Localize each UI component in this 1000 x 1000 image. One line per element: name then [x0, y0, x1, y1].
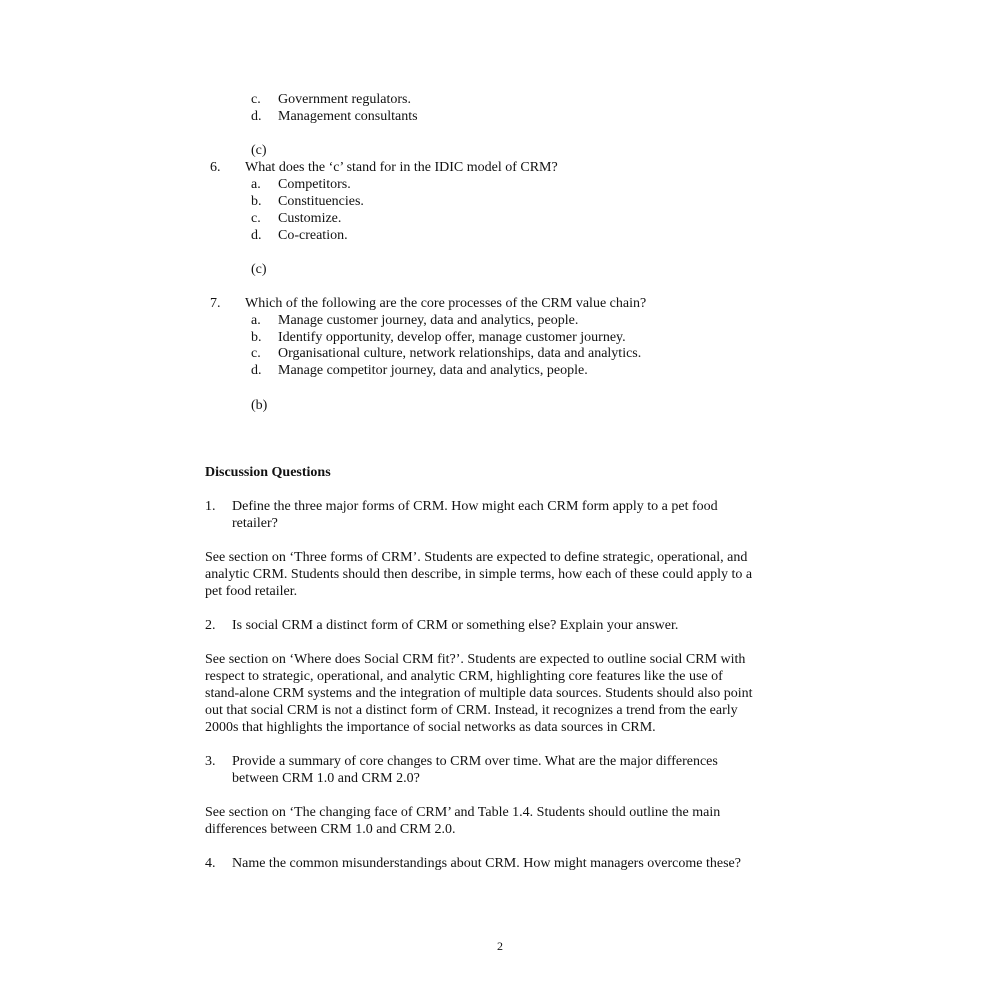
answer-paragraph-line: See section on ‘Three forms of CRM’. Students are expected to define strategic, operational, and	[205, 550, 748, 565]
option-letter: d.	[251, 363, 262, 378]
answer-key: (c)	[251, 143, 267, 158]
option-letter: c.	[251, 211, 261, 226]
option-text: Competitors.	[278, 177, 351, 192]
answer-paragraph-line: differences between CRM 1.0 and CRM 2.0.	[205, 822, 456, 837]
page-number: 2	[497, 939, 503, 953]
question-number: 6.	[210, 160, 221, 175]
answer-paragraph-line: pet food retailer.	[205, 584, 298, 599]
question-number: 4.	[205, 856, 216, 871]
option-text: Organisational culture, network relationships, data and analytics.	[278, 346, 642, 361]
option-text: Manage customer journey, data and analytics, people.	[278, 313, 579, 328]
question-number: 2.	[205, 618, 216, 633]
question-text: Provide a summary of core changes to CRM over time. What are the major differences	[232, 754, 718, 769]
question-text: retailer?	[232, 516, 278, 531]
option-text: Management consultants	[278, 109, 418, 124]
question-text: What does the ‘c’ stand for in the IDIC model of CRM?	[245, 160, 558, 175]
question-number: 7.	[210, 296, 221, 311]
question-text: Which of the following are the core processes of the CRM value chain?	[245, 296, 647, 311]
question-number: 3.	[205, 754, 216, 769]
answer-paragraph-line: stand-alone CRM systems and the integration of multiple data sources. Students should also point	[205, 686, 753, 701]
option-text: Constituencies.	[278, 194, 364, 209]
answer-paragraph-line: analytic CRM. Students should then describe, in simple terms, how each of these could apply to a	[205, 567, 753, 582]
answer-paragraph-line: See section on ‘The changing face of CRM’ and Table 1.4. Students should outline the main	[205, 805, 721, 820]
answer-paragraph-line: See section on ‘Where does Social CRM fit?’. Students are expected to outline social CRM with	[205, 652, 746, 667]
option-letter: a.	[251, 313, 261, 328]
option-text: Manage competitor journey, data and analytics, people.	[278, 363, 588, 378]
option-letter: b.	[251, 330, 262, 345]
option-letter: d.	[251, 228, 262, 243]
option-letter: c.	[251, 346, 261, 361]
section-heading: Discussion Questions	[205, 465, 331, 480]
answer-paragraph-line: respect to strategic, operational, and analytic CRM, highlighting core features like the use of	[205, 669, 723, 684]
question-text: Is social CRM a distinct form of CRM or something else? Explain your answer.	[232, 618, 679, 633]
option-text: Identify opportunity, develop offer, manage customer journey.	[278, 330, 626, 345]
answer-paragraph-line: 2000s that highlights the importance of social networks as data sources in CRM.	[205, 720, 656, 735]
option-letter: a.	[251, 177, 261, 192]
option-letter: c.	[251, 92, 261, 107]
answer-key: (c)	[251, 262, 267, 277]
option-letter: d.	[251, 109, 262, 124]
question-text: between CRM 1.0 and CRM 2.0?	[232, 771, 420, 786]
question-number: 1.	[205, 499, 216, 514]
question-text: Define the three major forms of CRM. How might each CRM form apply to a pet food	[232, 499, 718, 514]
answer-paragraph-line: out that social CRM is not a distinct form of CRM. Instead, it recognizes a trend from the early	[205, 703, 738, 718]
option-letter: b.	[251, 194, 262, 209]
answer-key: (b)	[251, 398, 268, 413]
option-text: Co-creation.	[278, 228, 348, 243]
option-text: Customize.	[278, 211, 342, 226]
question-text: Name the common misunderstandings about CRM. How might managers overcome these?	[232, 856, 741, 871]
option-text: Government regulators.	[278, 92, 411, 107]
